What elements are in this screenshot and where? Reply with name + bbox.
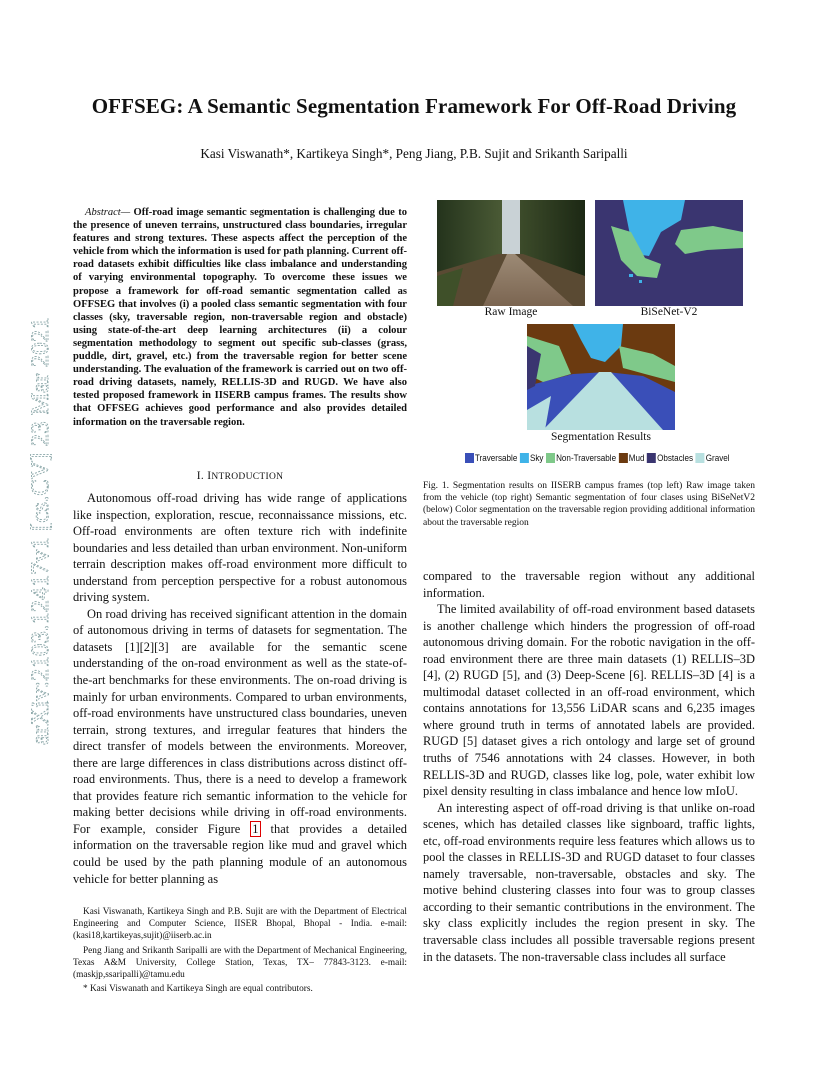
raw-image	[437, 200, 585, 306]
figure-reference-link[interactable]: 1	[252, 821, 259, 836]
right-column-body	[423, 568, 755, 965]
authors-text: Kasi Viswanath*, Kartikeya Singh*, Peng Jiang, P.B. Sujit and Srikanth Saripalli	[200, 146, 628, 161]
legend-swatch	[619, 453, 628, 463]
abstract-label: Abstract—	[85, 207, 131, 218]
paragraph: An interesting aspect of off-road driving is that unlike on-road scenes, which has detailed classes like signboard, traffic lights, etc, off-road environments require less features which allows us to pool the classes in RELLIS-3D and RUGD dataset to four classes namely traversable, non-traversable, obstacles and sky. The motive behind clustering classes into four was to group classes according to their semantic contributions in the environment. The sky class explicitly includes the region present in sky. The traversable class includes all possible traversable regions present in the datasets. The non-traversable class includes all surface	[423, 800, 755, 964]
legend-swatch	[647, 453, 656, 463]
paper-title: OFFSEG: A Semantic Segmentation Framework For Off-Road Driving	[91, 94, 737, 118]
legend-item-obstacles: Obstacles	[647, 453, 693, 463]
paragraph: compared to the traversable region without any additional information.	[423, 569, 755, 600]
footnote: Kasi Viswanath, Kartikeya Singh and P.B. Sujit are with the Department of Electrical Engineering and Computer Science, IISER Bhopal, Bhopal - India. e-mail:(kasi18,kartikeyas,sujit)@iiserb.ac.in	[73, 907, 407, 942]
abstract	[73, 206, 407, 429]
figure-caption: Fig. 1. Segmentation results on IISERB campus frames (top left) Raw image taken from the vehicle (top right) Semantic segmentation of four clases using BiSeNetV2 (below) Color segmentation on the traversable region providing additional information about the traversable region	[423, 481, 755, 528]
legend-swatch	[696, 453, 705, 463]
footnote: * Kasi Viswanath and Kartikeya Singh are equal contributors.	[83, 984, 313, 995]
legend-item-traversable: Traversable	[465, 453, 517, 463]
bisenet-label: BiSeNet-V2	[640, 306, 698, 318]
abstract-text: Off-road image semantic segmentation is challenging due to the presence of uneven terrains, unstructured class boundaries, irregular features and strong textures. These aspects affect the perception of the vehicle from which the information is used for path planning. Current off-road datasets exhibit difficulties like class imbalance and understanding of varying environmental topography. To overcome these issues we propose a framework for off-road semantic segmentation called as OFFSEG that involves (i) a pooled class semantic segmentation with four classes (sky, traversable region, non-traversable region and obstacle) using state-of-the-art deep learning architectures (ii) a colour segmentation methodology to segment out specific sub-classes (grass, puddle, dirt, gravel, etc.) from the traversable region for better scene understanding. The evaluation of the framework is carried out on two off-road driving datasets, namely, RELLIS-3D and RUGD. We have also tested proposed framework in IISERB campus frames. The results show that OFFSEG achieves good performance and also provides detailed information on the traversable region.	[73, 207, 407, 428]
bisenet-output-image	[595, 200, 743, 306]
arxiv-id: arXiv:2103.12417v1 [cs.CV] 23 Mar 2021	[27, 317, 54, 745]
paragraph: The limited availability of off-road environment based datasets is another challenge which hinders the progression of off-road autonomous driving domain. For the robotic navigation in the off-road environment there are three main datasets (1) RELLIS–3D [4], (2) RUGD [5], and (3) Deep-Scene [6]. RELLIS–3D [4] is a multimodal dataset collected in an off-road environment, which contains annotations for 13,556 LiDAR scans and 6,235 images where ground truth in terms of annotated labels are provided. RUGD [5] dataset gives a rich ontology and large set of ground truths of 7546 annotations with 24 classes. However, in both RELLIS-3D and RUGD, classes like log, pole, water exhibit low pixel density resulting in class imbalance and hence low mIoU.	[423, 602, 755, 799]
legend-item-mud: Mud	[619, 453, 645, 463]
legend-item-sky: Sky	[520, 453, 543, 463]
segmentation-results-label: Segmentation Results	[551, 431, 651, 443]
figure-legend	[465, 451, 732, 465]
legend-item-non-traversable: Non-Traversable	[546, 453, 616, 463]
author-list	[40, 146, 788, 162]
section-heading-introduction: I. INTRODUCTION	[196, 470, 284, 482]
left-column-body	[73, 490, 407, 887]
legend-swatch	[465, 453, 474, 463]
segmentation-result-image	[527, 324, 675, 430]
legend-swatch	[520, 453, 529, 463]
paragraph: On road driving has received significant attention in the domain of autonomous driving in terms of datasets for segmentation. The datasets [1][2][3] are available for the semantic scene understanding of the on-road environment as well as the state-of-the-art benchmarks for these environments. The on-road driving is mainly for urban environments. Compared to urban environments, off-road environments have unstructured class boundaries, uneven terrain, strong textures, and irregular features that hinders the direct transfer of models between the environments. Moreover, there are large differences in class distributions across distinct off-road environments. Thus, there is a need to develop a framework that provides feature rich semantic information to the vehicle for making better decisions while driving in off-road environments. For example, consider Figure 1 that provides a detailed information on the traversable region like mud and gravel which could be used by the path planning module of an autonomous vehicle for better planning as	[73, 606, 408, 886]
footnote: Peng Jiang and Srikanth Saripalli are with the Department of Mechanical Engineering, Texas A&M University, College Station, Texas, TX– 77843-3123. e-mail:(maskjp,ssaripalli)@tamu.edu	[73, 945, 407, 981]
raw-image-label: Raw Image	[484, 306, 538, 318]
paragraph: Autonomous off-road driving has wide range of applications like inspection, exploration, rescue, reconnaissance missions, etc. Off-road environments are often texture rich with indefinite boundaries and less detailed than urban environment. Non-uniform terrain description makes off-road environment more difficult to understand from perception perspective for a robust autonomous driving system.	[73, 491, 407, 605]
legend-item-gravel: Gravel	[696, 453, 730, 463]
figure-1	[423, 196, 755, 476]
footnotes	[73, 906, 407, 997]
arxiv-watermark	[14, 240, 60, 760]
legend-swatch	[546, 453, 555, 463]
